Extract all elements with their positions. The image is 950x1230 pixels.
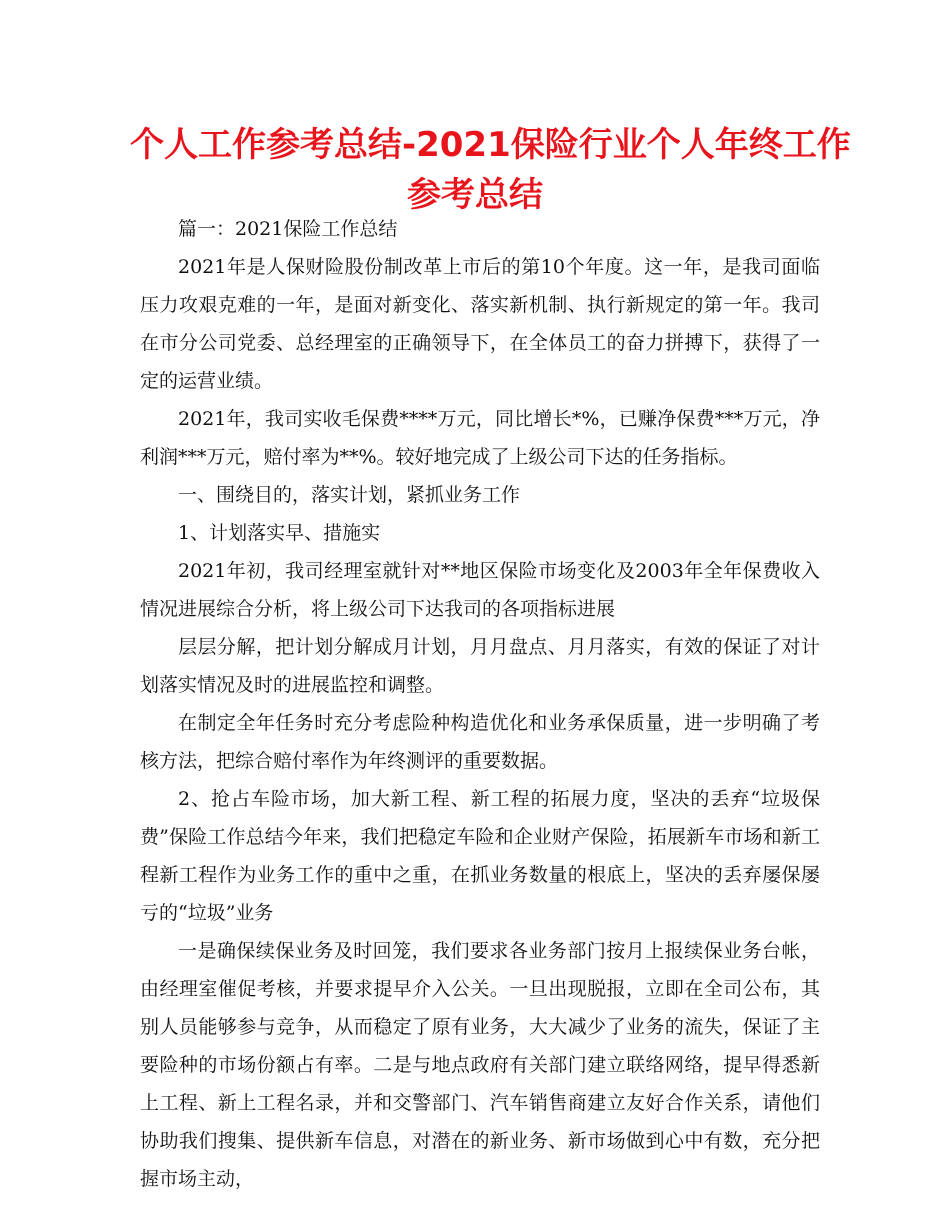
section-heading: 一、围绕目的，落实计划，紧抓业务工作 [178,484,521,506]
paragraph: 一是确保续保业务及时回笼，我们要求各业务部门按月上报续保业务台帐，由经理室催促考核，并要求提早介入公关。一旦出现脱报，立即在全司公布，其别人员能够参与竞争，从而稳定了原有业务，大大减少了业务的流失，保证了主要险种的市场份额占有率。二是与地点政府有关部门建立联络网络，提早得悉新上工程、新上工程名录，并和交警部门、汽车销售商建立友好合作关系，请他们协助我们搜集、提供新车信息，对潜在的新业务、新市场做到心中有数，充分把握市场主动， [140,940,820,1190]
section-heading: 篇一：2021保险工作总结 [178,218,398,240]
paragraph: 2021年，我司实收毛保费****万元，同比增长*%，已赚净保费***万元，净利润***万元，赔付率为**%。较好地完成了上级公司下达的任务指标。 [140,408,820,468]
paragraph: 2021年是人保财险股份制改革上市后的第10个年度。这一年，是我司面临压力攻艰克难的一年，是面对新变化、落实新机制、执行新规定的第一年。我司在市分公司党委、总经理室的正确领导下，在全体员工的奋力拼搏下，获得了一定的运营业绩。 [140,256,820,392]
title-line-2: 参考总结 [407,175,543,215]
document-title [130,120,851,220]
title-line-1: 个人工作参考总结-2021保险行业个人年终工作 [130,125,851,165]
subsection-heading: 1、计划落实早、措施实 [178,522,381,544]
paragraph: 在制定全年任务时充分考虑险种构造优化和业务承保质量，进一步明确了考核方法，把综合赔付率作为年终测评的重要数据。 [140,712,820,772]
paragraph: 2、抢占车险市场，加大新工程、新工程的拓展力度，坚决的丢弃“垃圾保费”保险工作总结今年来，我们把稳定车险和企业财产保险，拓展新车市场和新工程新工程作为业务工作的重中之重，在抓业务数量的根底上，坚决的丢弃屡保屡亏的“垃圾”业务 [140,788,820,924]
paragraph: 2021年初，我司经理室就针对**地区保险市场变化及2003年全年保费收入情况进展综合分析，将上级公司下达我司的各项指标进展 [140,560,820,620]
document-body [140,210,820,1198]
paragraph: 层层分解，把计划分解成月计划，月月盘点、月月落实，有效的保证了对计划落实情况及时的进展监控和调整。 [140,636,820,696]
